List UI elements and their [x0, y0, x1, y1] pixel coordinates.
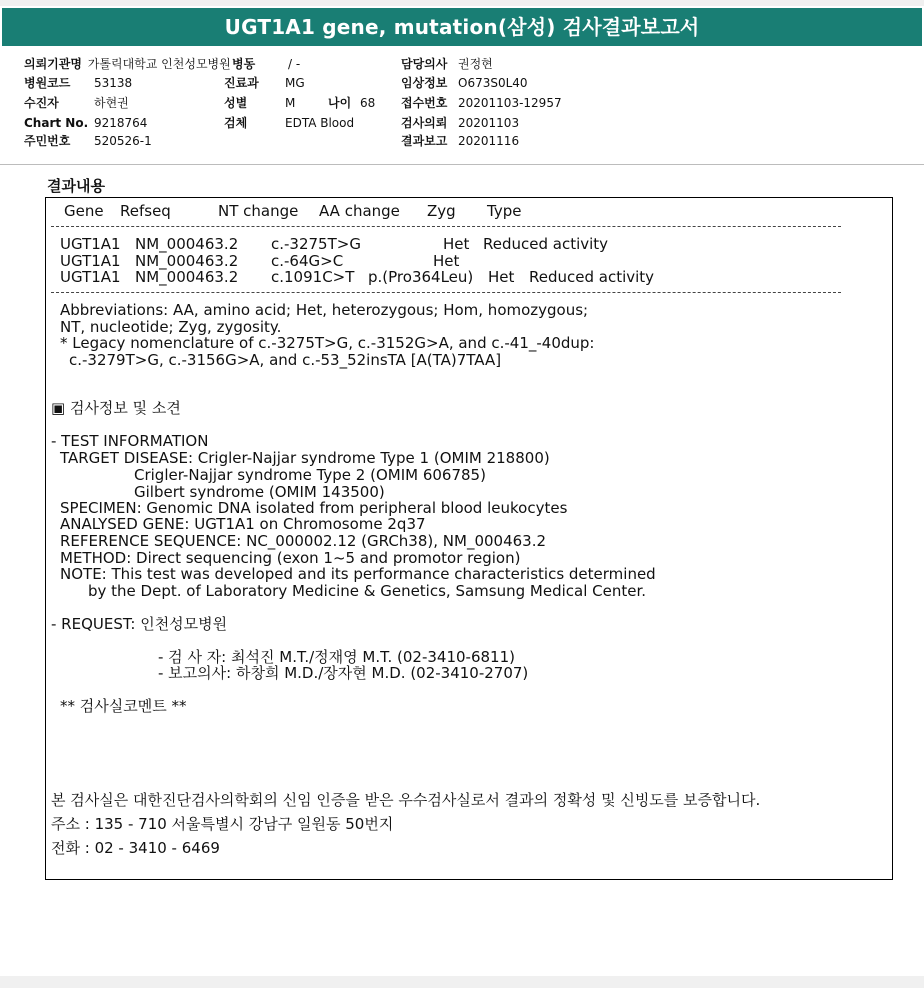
reporters-line: - 보고의사: 하창희 M.D./장자현 M.D. (02-3410-2707): [158, 664, 529, 682]
info-report-date: [401, 134, 520, 148]
lab-comment: ** 검사실코멘트 **: [60, 697, 187, 715]
col-header-type: Type: [487, 202, 522, 220]
info-value: O673S0L40: [458, 76, 528, 90]
result-section-title: 결과내용: [47, 177, 105, 195]
info-label: 주민번호: [24, 134, 71, 148]
info-label: 검사의뢰: [401, 116, 448, 130]
row3-zyg: Het: [488, 268, 515, 286]
info-sex: [224, 96, 296, 110]
info-label: Chart No.: [24, 116, 89, 130]
row3-refseq: NM_000463.2: [135, 268, 239, 286]
abbreviations-line2: NT, nucleotide; Zyg, zygosity.: [60, 318, 282, 336]
info-specimen: [224, 116, 355, 130]
info-age: [328, 96, 376, 110]
col-header-zyg: Zyg: [427, 202, 456, 220]
legacy-line2: c.-3279T>G, c.-3156G>A, and c.-53_52insTA [A(TA)7TAA]: [69, 351, 502, 369]
report-title: UGT1A1 gene, mutation(삼성) 검사결과보고서: [2, 8, 922, 46]
legacy-line1: * Legacy nomenclature of c.-3275T>G, c.-3152G>A, and c.-41_-40dup:: [60, 334, 595, 352]
row1-nt: c.-3275T>G: [271, 235, 361, 253]
row2-gene: UGT1A1: [60, 252, 121, 270]
info-chart-no: [24, 116, 148, 130]
note-line2: by the Dept. of Laboratory Medicine & Genetics, Samsung Medical Center.: [88, 582, 647, 600]
bottom-strip: [0, 976, 924, 988]
row3-nt: c.1091C>T: [271, 268, 355, 286]
row2-refseq: NM_000463.2: [135, 252, 239, 270]
row1-refseq: NM_000463.2: [135, 235, 239, 253]
info-value: MG: [285, 76, 305, 90]
method-line: METHOD: Direct sequencing (exon 1~5 and promotor region): [60, 549, 521, 567]
info-value: / -: [288, 57, 301, 71]
info-value: 가톨릭대학교 인천성모병원: [87, 57, 231, 71]
info-value: 권정현: [458, 57, 493, 71]
phone-text: 전화 : 02 - 3410 - 6469: [51, 839, 220, 857]
info-label: 의뢰기관명: [24, 57, 82, 71]
info-value: 20201103-12957: [458, 96, 562, 110]
info-label: 나이: [328, 96, 352, 110]
row3-gene: UGT1A1: [60, 268, 121, 286]
info-request-date: [401, 116, 520, 130]
info-patient-name: [24, 96, 129, 110]
certification-text: 본 검사실은 대한진단검사의학회의 신임 인증을 받은 우수검사실로서 결과의 정확성 및 신빙도를 보증합니다.: [51, 791, 761, 809]
col-header-aa-change: AA change: [319, 202, 400, 220]
row1-type: Reduced activity: [483, 235, 609, 253]
row1-gene: UGT1A1: [60, 235, 121, 253]
info-value: M: [285, 96, 296, 110]
row2-zyg: Het: [433, 252, 460, 270]
info-value: 20201116: [458, 134, 520, 148]
info-value: 하현권: [94, 96, 129, 110]
info-hospital-code: [24, 76, 133, 90]
info-value: 68: [360, 96, 376, 110]
examiners-line: - 검 사 자: 최석진 M.T./정재영 M.T. (02-3410-6811): [158, 648, 515, 666]
table-divider-bottom: [51, 292, 841, 293]
table-divider-top: [51, 226, 841, 227]
info-physician: [401, 57, 493, 71]
target-disease: TARGET DISEASE: Crigler-Najjar syndrome Type 1 (OMIM 218800): [60, 449, 550, 467]
note-line1: NOTE: This test was developed and its performance characteristics determined: [60, 565, 656, 583]
info-label: 병동: [232, 57, 256, 71]
address-text: 주소 : 135 - 710 서울특별시 강남구 일원동 50번지: [51, 815, 394, 833]
row2-nt: c.-64G>C: [271, 252, 344, 270]
row3-aa: p.(Pro364Leu): [368, 268, 474, 286]
info-label: 성별: [224, 96, 248, 110]
analysed-gene-line: ANALYSED GENE: UGT1A1 on Chromosome 2q37: [60, 515, 426, 533]
row3-type: Reduced activity: [529, 268, 655, 286]
info-label: 결과보고: [401, 134, 448, 148]
test-info-heading: - TEST INFORMATION: [51, 432, 209, 450]
info-ward: [232, 57, 301, 71]
info-clinical-info: [401, 76, 528, 90]
info-department: [224, 76, 305, 90]
col-header-gene: Gene: [64, 202, 104, 220]
info-label: 진료과: [224, 76, 259, 90]
info-label: 접수번호: [401, 96, 448, 110]
info-heading: ▣ 검사정보 및 소견: [51, 399, 181, 417]
info-value: 53138: [94, 76, 133, 90]
reference-sequence-line: REFERENCE SEQUENCE: NC_000002.12 (GRCh38), NM_000463.2: [60, 532, 547, 550]
col-header-nt-change: NT change: [218, 202, 299, 220]
top-strip: [0, 0, 924, 6]
info-label: 수진자: [24, 96, 59, 110]
info-receipt-no: [401, 96, 562, 110]
header-divider: [0, 164, 924, 165]
info-resident-no: [24, 134, 152, 148]
specimen-line: SPECIMEN: Genomic DNA isolated from peripheral blood leukocytes: [60, 499, 568, 517]
info-value: EDTA Blood: [285, 116, 355, 130]
abbreviations-line1: Abbreviations: AA, amino acid; Het, heterozygous; Hom, homozygous;: [60, 301, 589, 319]
info-value: 9218764: [94, 116, 148, 130]
info-label: 임상정보: [401, 76, 448, 90]
request-line: - REQUEST: 인천성모병원: [51, 615, 228, 633]
info-value: 520526-1: [94, 134, 152, 148]
info-label: 담당의사: [401, 57, 448, 71]
info-label: 병원코드: [24, 76, 71, 90]
info-value: 20201103: [458, 116, 520, 130]
info-label: 검체: [224, 116, 248, 130]
info-referring-hospital: [24, 57, 231, 71]
target-disease-2: Crigler-Najjar syndrome Type 2 (OMIM 606785): [134, 466, 486, 484]
row1-zyg: Het: [443, 235, 470, 253]
target-disease-3: Gilbert syndrome (OMIM 143500): [134, 483, 385, 501]
col-header-refseq: Refseq: [120, 202, 171, 220]
